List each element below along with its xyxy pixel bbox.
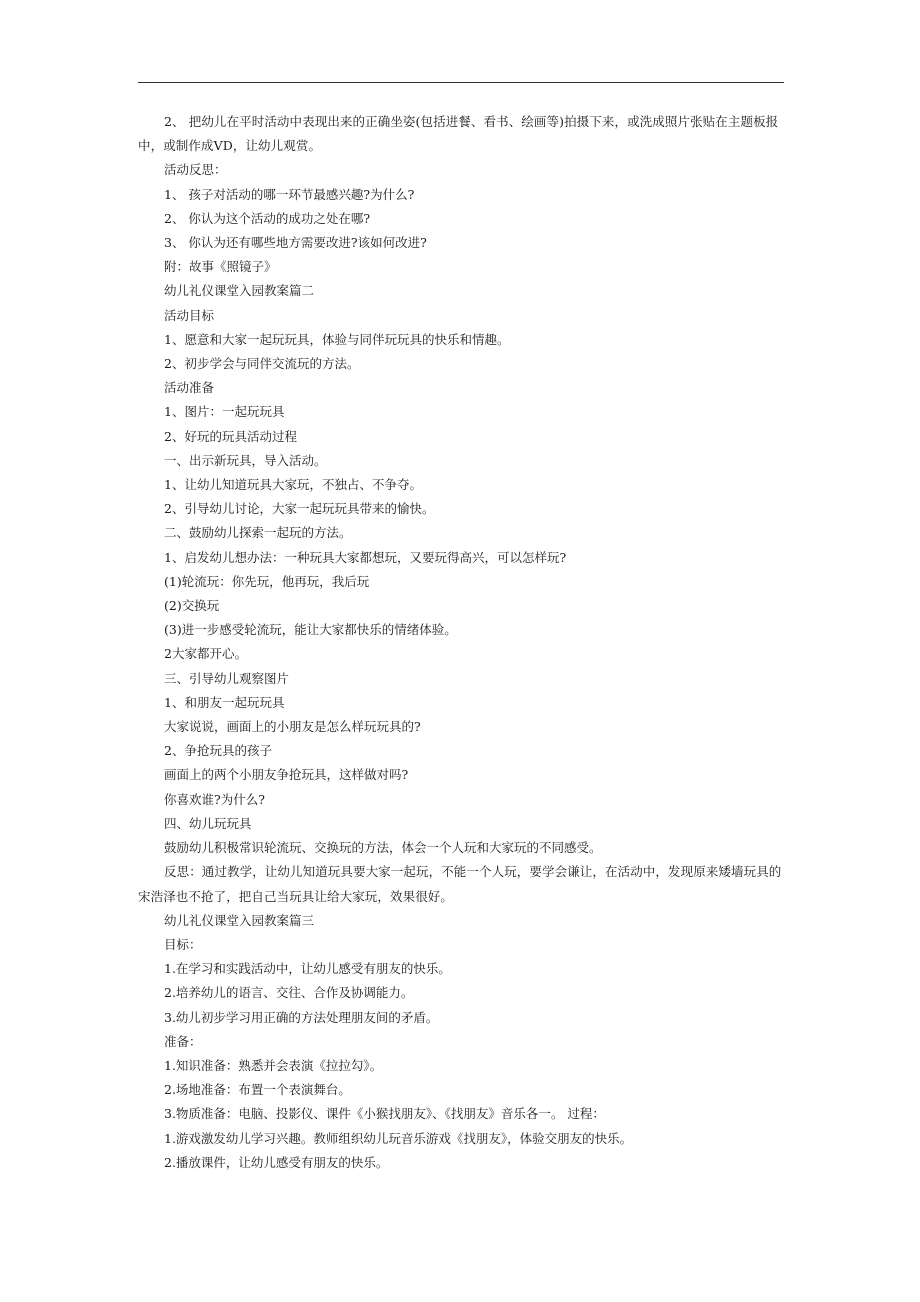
step-heading: 四、幼儿玩玩具 <box>164 815 252 831</box>
section-title: 幼儿礼仪课堂入园教案篇二 <box>164 283 315 299</box>
step-heading: 三、引导幼儿观察图片 <box>164 670 290 686</box>
text-line: 鼓励幼儿积极常识轮流玩、交换玩的方法，体会一个人玩和大家玩的不同感受。 <box>164 840 602 856</box>
heading-activity-goals: 活动目标 <box>164 307 215 323</box>
list-item: 3.物质准备：电脑、投影仪、课件《小猴找朋友》、《找朋友》音乐各一。 过程： <box>164 1106 605 1122</box>
list-item: 1.游戏激发幼儿学习兴趣。教师组织幼儿玩音乐游戏《找朋友》，体验交朋友的快乐。 <box>164 1130 633 1146</box>
step-heading: 一、出示新玩具，导入活动。 <box>164 452 327 468</box>
list-item: 2.播放课件，让幼儿感受有朋友的快乐。 <box>164 1154 389 1170</box>
list-item: 2、争抢玩具的孩子 <box>164 743 272 759</box>
section-title: 幼儿礼仪课堂入园教案篇三 <box>164 912 315 928</box>
document-body <box>138 110 788 1175</box>
list-item: 2大家都开心。 <box>164 646 247 662</box>
list-item: 2.培养幼儿的语言、交往、合作及协调能力。 <box>164 985 414 1001</box>
reflection-paragraph: 反思：通过教学，让幼儿知道玩具要大家一起玩，不能一个人玩，要学会谦让，在活动中，发现原来矮墙玩具的宋浩泽也不抢了，把自己当玩具让给大家玩，效果很好。 <box>138 864 782 904</box>
text-line: 你喜欢谁?为什么? <box>164 791 265 807</box>
paragraph: 2、 把幼儿在平时活动中表现出来的正确坐姿(包括进餐、看书、绘画等)拍摄下来，或洗成照片张贴在主题板报中，或制作成VD，让幼儿观赏。 <box>138 114 779 154</box>
list-item: (2)交换玩 <box>164 598 220 614</box>
list-item: 1.知识准备：熟悉并会表演《拉拉勾》。 <box>164 1057 383 1073</box>
list-item: 2、引导幼儿讨论，大家一起玩玩具带来的愉快。 <box>164 501 435 517</box>
list-item: 2、初步学会与同伴交流玩的方法。 <box>164 356 360 372</box>
step-heading: 二、鼓励幼儿探索一起玩的方法。 <box>164 525 352 541</box>
list-item: 1、和朋友一起玩玩具 <box>164 694 285 710</box>
list-item: 1、 孩子对活动的哪一环节最感兴趣?为什么? <box>164 186 415 202</box>
list-item: 2、好玩的玩具活动过程 <box>164 428 297 444</box>
list-item: (1)轮流玩：你先玩，他再玩，我后玩 <box>164 573 370 589</box>
list-item: 1.在学习和实践活动中，让幼儿感受有朋友的快乐。 <box>164 961 451 977</box>
heading-activity-reflection: 活动反思： <box>164 162 227 178</box>
heading-activity-preparation: 活动准备 <box>164 380 215 396</box>
list-item: 1、让幼儿知道玩具大家玩，不独占、不争夺。 <box>164 477 422 493</box>
list-item: 1、愿意和大家一起玩玩具，体验与同伴玩玩具的快乐和情趣。 <box>164 331 510 347</box>
appendix-line: 附：故事《照镜子》 <box>164 259 277 275</box>
header-rule <box>138 82 784 83</box>
list-item: 2.场地准备：布置一个表演舞台。 <box>164 1082 351 1098</box>
list-item: 3、 你认为还有哪些地方需要改进?该如何改进? <box>164 235 427 251</box>
list-item: 3.幼儿初步学习用正确的方法处理朋友间的矛盾。 <box>164 1009 439 1025</box>
list-item: 2、 你认为这个活动的成功之处在哪? <box>164 210 371 226</box>
list-item: 1、启发幼儿想办法：一种玩具大家都想玩，又要玩得高兴，可以怎样玩? <box>164 549 567 565</box>
text-line: 大家说说，画面上的小朋友是怎么样玩玩具的? <box>164 719 421 735</box>
text-line: 画面上的两个小朋友争抢玩具，这样做对吗? <box>164 767 409 783</box>
list-item: (3)进一步感受轮流玩，能让大家都快乐的情绪体验。 <box>164 622 457 638</box>
heading-preparation: 准备： <box>164 1033 202 1049</box>
list-item: 1、图片：一起玩玩具 <box>164 404 285 420</box>
heading-goals: 目标： <box>164 936 202 952</box>
